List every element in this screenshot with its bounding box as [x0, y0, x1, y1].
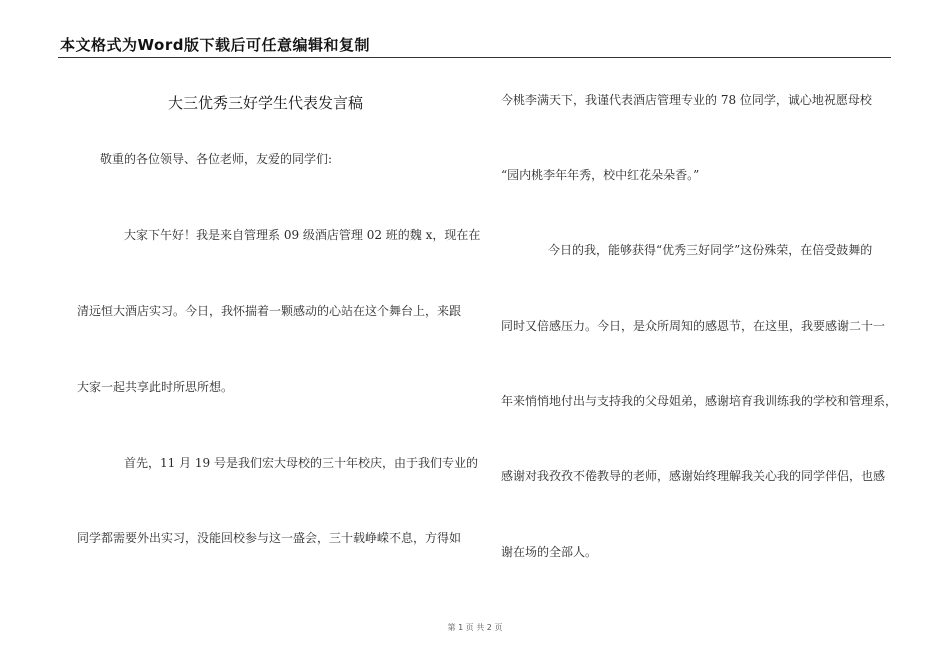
paragraph-line: 同学都需要外出实习，没能回校参与这一盛会，三十载峥嵘不息，方得如: [77, 531, 462, 545]
paragraph-line: 同时又倍感压力。今日，是众所周知的感恩节，在这里，我要感谢二十一: [501, 319, 886, 333]
document-title: 大三优秀三好学生代表发言稿: [168, 94, 364, 112]
paragraph-line: 今日的我，能够获得“优秀三好同学”这份殊荣，在倍受鼓舞的: [548, 243, 873, 257]
paragraph-line: 大家下午好！我是来自管理系 09 级酒店管理 02 班的魏 x，现在在: [124, 228, 481, 242]
paragraph-line: 大家一起共享此时所思所想。: [77, 380, 234, 394]
paragraph-line: 年来悄悄地付出与支持我的父母姐弟，感谢培育我训练我的学校和管理系，: [501, 394, 898, 408]
paragraph-line: 今桃李满天下，我谨代表酒店管理专业的 78 位同学，诚心地祝愿母校: [501, 93, 872, 107]
quote-line: “园内桃李年年秀，校中红花朵朵香。”: [501, 168, 700, 182]
paragraph-line: 谢在场的全部人。: [501, 545, 598, 559]
document-banner: 本文格式为Word版下载后可任意编辑和复制: [60, 36, 370, 54]
paragraph-line: 首先，11 月 19 号是我们宏大母校的三十年校庆，由于我们专业的: [124, 456, 478, 470]
header-divider: [58, 57, 891, 58]
page-indicator: 第 1 页 共 2 页: [447, 623, 503, 632]
greeting-line: 敬重的各位领导、各位老师，友爱的同学们:: [100, 152, 333, 166]
paragraph-line: 感谢对我孜孜不倦教导的老师，感谢始终理解我关心我的同学伴侣，也感: [501, 469, 886, 483]
paragraph-line: 清远恒大酒店实习。今日，我怀揣着一颗感动的心站在这个舞台上，来跟: [77, 304, 462, 318]
